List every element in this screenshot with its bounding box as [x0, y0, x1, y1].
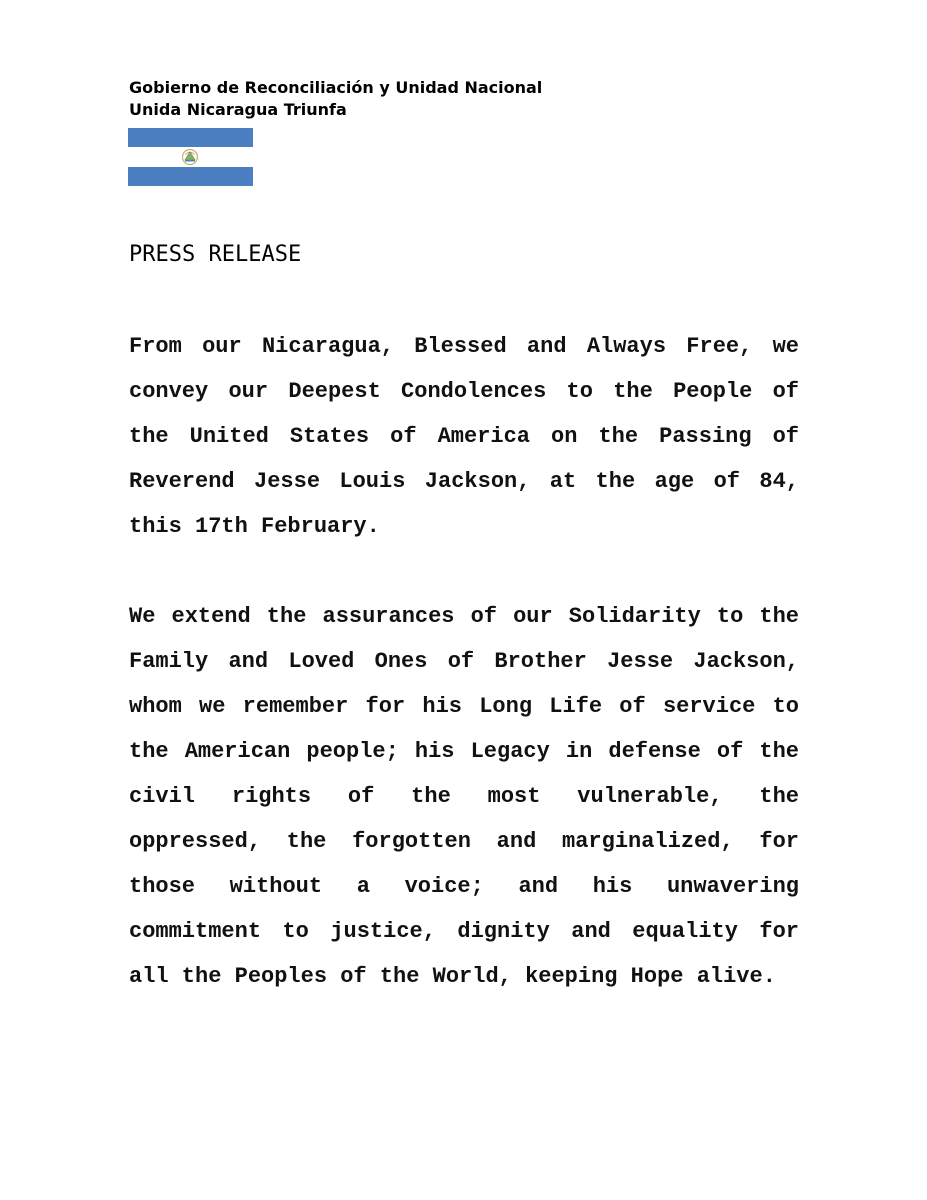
nicaragua-flag-icon	[128, 128, 253, 186]
letterhead	[129, 77, 542, 121]
press-release-heading: PRESS RELEASE	[129, 242, 302, 267]
flag-bottom-stripe	[128, 167, 253, 186]
paragraph-solidarity: We extend the assurances of our Solidarity to the Family and Loved Ones of Brother Jesse Jackson, whom we remember for his Long Life of service to the American people; his Legacy in defense of the civil rights of the most vulnerable, the oppressed, the forgotten and marginalized, for those without a voice; and his unwavering commitment to justice, dignity and equality for all the Peoples of the World, keeping Hope alive.	[129, 604, 799, 989]
flag-top-stripe	[128, 128, 253, 147]
paragraph-condolences: From our Nicaragua, Blessed and Always Free, we convey our Deepest Condolences to the People of the United States of America on the Passing of Reverend Jesse Louis Jackson, at the age of 84, this 17th February.	[129, 334, 799, 539]
government-motto: Unida Nicaragua Triunfa	[129, 100, 347, 119]
government-name: Gobierno de Reconciliación y Unidad Nacional	[129, 78, 543, 97]
